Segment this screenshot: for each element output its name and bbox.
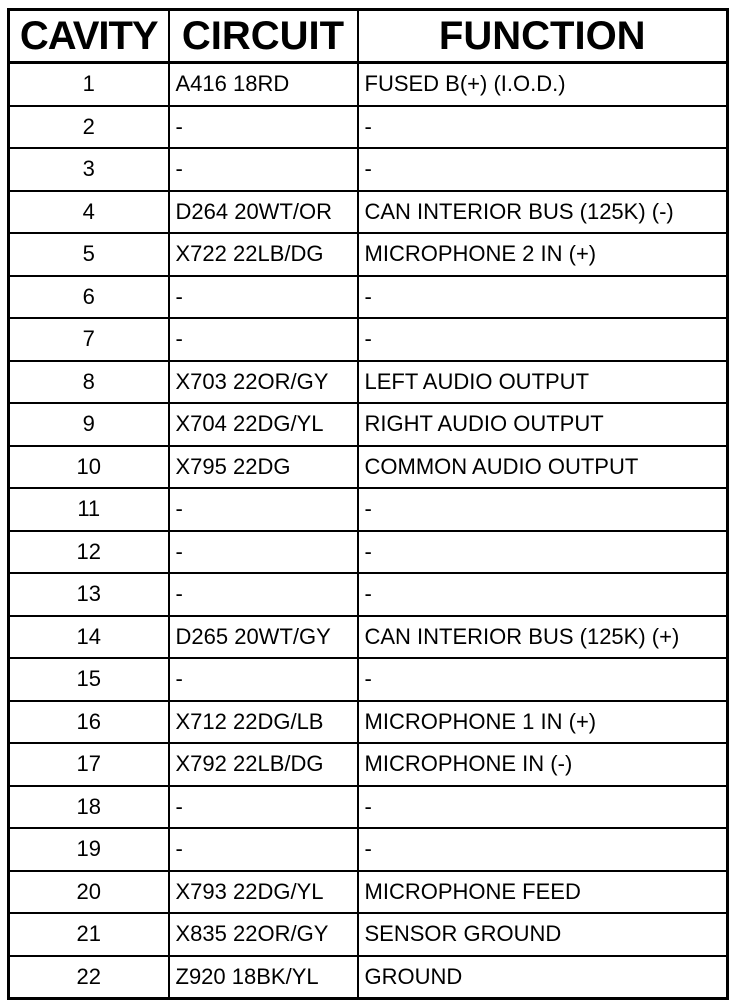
circuit-cell: X722 22LB/DG: [169, 233, 358, 276]
cavity-cell: 14: [9, 616, 169, 659]
table-header: [9, 10, 728, 63]
cavity-cell: 10: [9, 446, 169, 489]
circuit-cell: X835 22OR/GY: [169, 913, 358, 956]
circuit-cell: -: [169, 786, 358, 829]
cavity-cell: 9: [9, 403, 169, 446]
cavity-cell: 7: [9, 318, 169, 361]
connector-pinout-table: [7, 8, 729, 1000]
function-cell: COMMON AUDIO OUTPUT: [358, 446, 728, 489]
header-function: FUNCTION: [358, 10, 728, 63]
circuit-cell: A416 18RD: [169, 63, 358, 106]
table-row: [9, 233, 728, 276]
circuit-cell: X704 22DG/YL: [169, 403, 358, 446]
function-cell: CAN INTERIOR BUS (125K) (-): [358, 191, 728, 234]
function-cell: GROUND: [358, 956, 728, 999]
circuit-cell: -: [169, 106, 358, 149]
table-row: [9, 446, 728, 489]
table-row: [9, 658, 728, 701]
cavity-cell: 1: [9, 63, 169, 106]
cavity-cell: 11: [9, 488, 169, 531]
cavity-cell: 19: [9, 828, 169, 871]
circuit-cell: -: [169, 318, 358, 361]
circuit-cell: X795 22DG: [169, 446, 358, 489]
table-row: [9, 616, 728, 659]
cavity-cell: 4: [9, 191, 169, 234]
cavity-cell: 3: [9, 148, 169, 191]
cavity-cell: 18: [9, 786, 169, 829]
function-cell: -: [358, 573, 728, 616]
cavity-cell: 6: [9, 276, 169, 319]
circuit-cell: D265 20WT/GY: [169, 616, 358, 659]
circuit-cell: X792 22LB/DG: [169, 743, 358, 786]
function-cell: -: [358, 658, 728, 701]
cavity-cell: 2: [9, 106, 169, 149]
table-row: [9, 743, 728, 786]
table-row: [9, 318, 728, 361]
function-cell: MICROPHONE 1 IN (+): [358, 701, 728, 744]
table-row: [9, 488, 728, 531]
table-row: [9, 956, 728, 999]
function-cell: LEFT AUDIO OUTPUT: [358, 361, 728, 404]
circuit-cell: X793 22DG/YL: [169, 871, 358, 914]
function-cell: -: [358, 828, 728, 871]
table-row: [9, 573, 728, 616]
table-row: [9, 276, 728, 319]
function-cell: -: [358, 106, 728, 149]
table-row: [9, 828, 728, 871]
cavity-cell: 15: [9, 658, 169, 701]
header-row: [9, 10, 728, 63]
cavity-cell: 17: [9, 743, 169, 786]
cavity-cell: 20: [9, 871, 169, 914]
function-cell: CAN INTERIOR BUS (125K) (+): [358, 616, 728, 659]
table-row: [9, 701, 728, 744]
function-cell: MICROPHONE 2 IN (+): [358, 233, 728, 276]
cavity-cell: 8: [9, 361, 169, 404]
circuit-cell: D264 20WT/OR: [169, 191, 358, 234]
cavity-cell: 5: [9, 233, 169, 276]
function-cell: RIGHT AUDIO OUTPUT: [358, 403, 728, 446]
table-row: [9, 871, 728, 914]
function-cell: FUSED B(+) (I.O.D.): [358, 63, 728, 106]
table-row: [9, 63, 728, 106]
table-row: [9, 913, 728, 956]
table-row: [9, 531, 728, 574]
table-row: [9, 403, 728, 446]
cavity-cell: 21: [9, 913, 169, 956]
cavity-cell: 22: [9, 956, 169, 999]
circuit-cell: X712 22DG/LB: [169, 701, 358, 744]
function-cell: -: [358, 318, 728, 361]
circuit-cell: -: [169, 573, 358, 616]
function-cell: MICROPHONE FEED: [358, 871, 728, 914]
cavity-cell: 16: [9, 701, 169, 744]
circuit-cell: -: [169, 488, 358, 531]
circuit-cell: Z920 18BK/YL: [169, 956, 358, 999]
function-cell: -: [358, 786, 728, 829]
circuit-cell: -: [169, 531, 358, 574]
function-cell: MICROPHONE IN (-): [358, 743, 728, 786]
function-cell: SENSOR GROUND: [358, 913, 728, 956]
function-cell: -: [358, 148, 728, 191]
header-cavity: CAVITY: [9, 10, 169, 63]
cavity-cell: 12: [9, 531, 169, 574]
circuit-cell: X703 22OR/GY: [169, 361, 358, 404]
circuit-cell: -: [169, 148, 358, 191]
circuit-cell: -: [169, 658, 358, 701]
header-circuit: CIRCUIT: [169, 10, 358, 63]
function-cell: -: [358, 276, 728, 319]
table-row: [9, 106, 728, 149]
cavity-cell: 13: [9, 573, 169, 616]
table-row: [9, 361, 728, 404]
circuit-cell: -: [169, 828, 358, 871]
table-row: [9, 148, 728, 191]
circuit-cell: -: [169, 276, 358, 319]
function-cell: -: [358, 488, 728, 531]
table-row: [9, 786, 728, 829]
table-row: [9, 191, 728, 234]
table-body: [9, 63, 728, 999]
function-cell: -: [358, 531, 728, 574]
